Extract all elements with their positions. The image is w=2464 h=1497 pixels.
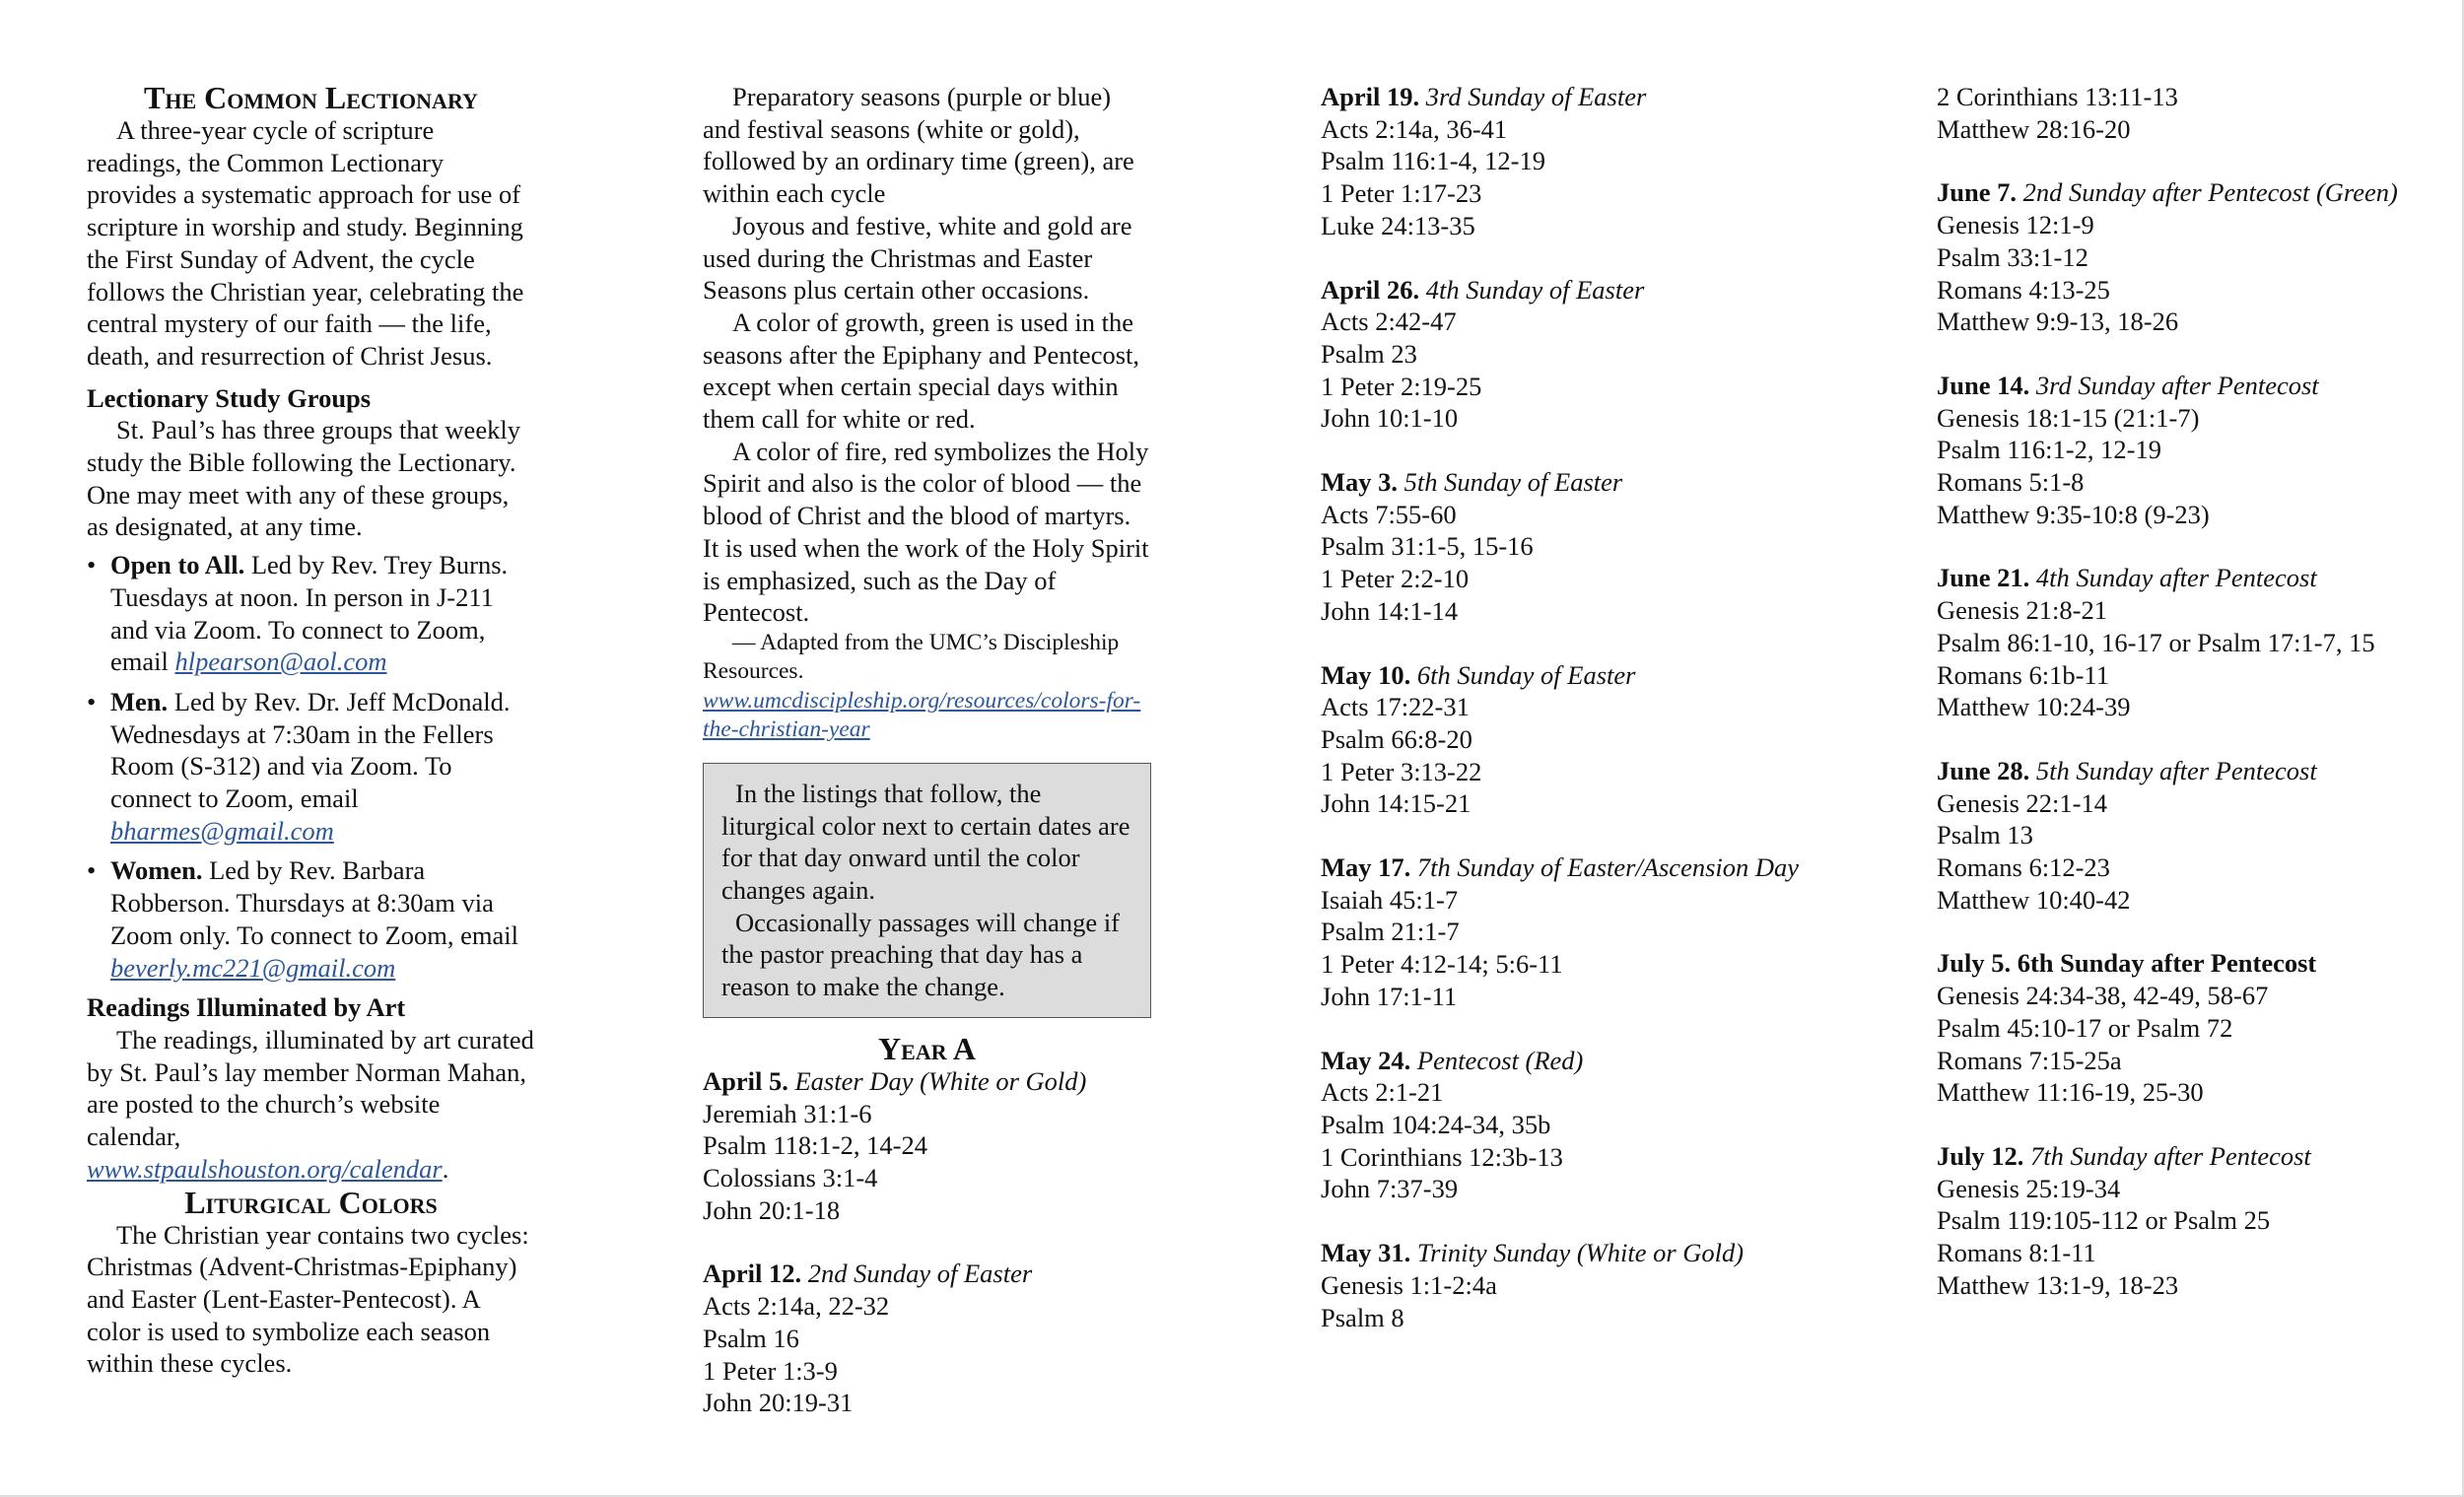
reading-entry xyxy=(1321,1045,1814,1206)
reading-passage: Romans 7:15-25a xyxy=(1937,1045,2122,1075)
reading-passage: Psalm 45:10-17 or Psalm 72 xyxy=(1937,1012,2233,1043)
colors-body: The Christian year contains two cycles: Christmas (Advent-Christmas-Epiphany) and Easter (Lent-Easter-Pentecost). A color is used to symbolize each season within these cycles. xyxy=(87,1219,529,1379)
reading-entry-header xyxy=(1321,274,1814,306)
reading-passage: Acts 17:22-31 xyxy=(1321,692,1470,722)
notice-para-1: In the listings that follow, the liturgical color next to certain dates are for that day onward until the color changes again. xyxy=(721,778,1130,906)
reading-entry-header xyxy=(1321,81,1814,113)
reading-occasion: 2nd Sunday of Easter xyxy=(807,1259,1033,1289)
reading-entry xyxy=(1321,274,1814,436)
reading-date: May 17. xyxy=(1321,852,1411,883)
reading-passage: Psalm 16 xyxy=(703,1323,799,1353)
group-name: Open to All. xyxy=(110,550,245,580)
reading-entry xyxy=(1937,176,2449,338)
reading-date: May 3. xyxy=(1321,467,1399,498)
reading-entry xyxy=(1937,81,2449,145)
reading-date: May 24. xyxy=(1321,1045,1411,1075)
reading-passage: 1 Peter 4:12-14; 5:6-11 xyxy=(1321,949,1563,980)
reading-occasion: 7th Sunday after Pentecost xyxy=(2029,1140,2311,1171)
reading-passage: Genesis 24:34-38, 42-49, 58-67 xyxy=(1937,981,2269,1011)
reading-passage: John 7:37-39 xyxy=(1321,1174,1459,1204)
reading-passage: Genesis 1:1-2:4a xyxy=(1321,1269,1497,1300)
reading-passage: Acts 7:55-60 xyxy=(1321,499,1457,529)
group-email-link[interactable]: hlpearson@aol.com xyxy=(174,646,387,677)
colors-para-3: A color of growth, green is used in the seasons after the Epiphany and Pentecost, except when certain special days within them call for white or red. xyxy=(703,306,1140,435)
reading-occasion: Trinity Sunday (White or Gold) xyxy=(1416,1238,1745,1268)
column-readings-2 xyxy=(1321,81,1814,1365)
colors-para-1: Preparatory seasons (purple or blue) and festival seasons (white or gold), followed by an ordinary time (green), are within each cycle xyxy=(703,82,1134,209)
reading-passage: Romans 5:1-8 xyxy=(1937,467,2085,498)
reading-passage: Matthew 10:40-42 xyxy=(1937,884,2131,915)
reading-entry-header xyxy=(1321,466,1814,499)
reading-occasion: 5th Sunday of Easter xyxy=(1403,467,1623,498)
bullet-icon: • xyxy=(87,550,97,580)
reading-passage: Psalm 31:1-5, 15-16 xyxy=(1321,531,1534,562)
reading-entry xyxy=(703,1065,1151,1227)
reading-passage: Psalm 116:1-2, 12-19 xyxy=(1937,435,2161,465)
reading-date: May 10. xyxy=(1321,659,1411,690)
colors-para-2: Joyous and festive, white and gold are used during the Christmas and Easter Seasons plus certain other occasions. xyxy=(703,210,1132,306)
reading-passage: John 14:1-14 xyxy=(1321,595,1459,626)
reading-passage: Psalm 116:1-4, 12-19 xyxy=(1321,146,1545,176)
reading-passage: 1 Corinthians 12:3b-13 xyxy=(1321,1141,1563,1172)
credit-text: — Adapted from the UMC’s Discipleship Resources. xyxy=(703,629,1120,685)
reading-entry xyxy=(1937,1140,2449,1302)
reading-entry-header xyxy=(1321,1237,1814,1269)
group-name: Men. xyxy=(110,686,169,716)
reading-date: April 5. xyxy=(703,1065,788,1096)
reading-date: June 14. xyxy=(1937,370,2030,400)
reading-occasion: Pentecost (Red) xyxy=(1416,1045,1584,1075)
reading-entry xyxy=(1321,81,1814,242)
reading-passage: Psalm 66:8-20 xyxy=(1321,723,1472,754)
reading-date: June 7. xyxy=(1937,177,2017,208)
reading-entry-header xyxy=(1937,755,2449,787)
reading-passage: Romans 6:1b-11 xyxy=(1937,659,2109,690)
reading-entry xyxy=(1321,1237,1814,1333)
reading-entry xyxy=(1321,851,1814,1013)
reading-passage: Psalm 33:1-12 xyxy=(1937,241,2088,272)
art-heading: Readings Illuminated by Art xyxy=(87,992,406,1023)
study-groups-list xyxy=(87,549,535,984)
reading-passage: John 14:15-21 xyxy=(1321,788,1472,819)
reading-passage: Matthew 9:9-13, 18-26 xyxy=(1937,306,2179,337)
group-details: Led by Rev. Barbara Robberson. Thursdays at 8:30am via Zoom only. To connect to Zoom, email xyxy=(110,855,518,950)
reading-passage: Colossians 3:1-4 xyxy=(703,1162,878,1192)
reading-passage: Matthew 11:16-19, 25-30 xyxy=(1937,1077,2204,1108)
colors-heading: Liturgical Colors xyxy=(184,1184,438,1220)
reading-occasion: 6th Sunday after Pentecost xyxy=(2017,948,2317,979)
art-body xyxy=(87,1024,535,1186)
group-email-link[interactable]: beverly.mc221@gmail.com xyxy=(110,952,396,983)
reading-entry xyxy=(1937,370,2449,531)
reading-passage: Psalm 23 xyxy=(1321,338,1417,369)
reading-entry xyxy=(1321,466,1814,628)
reading-passage: Acts 2:1-21 xyxy=(1321,1077,1444,1108)
readings-list xyxy=(703,1065,1151,1419)
reading-date: May 31. xyxy=(1321,1238,1411,1268)
reading-passage: Genesis 21:8-21 xyxy=(1937,595,2107,626)
reading-passage: Psalm 118:1-2, 14-24 xyxy=(703,1130,927,1161)
bullet-icon: • xyxy=(87,855,97,886)
reading-passage: Matthew 13:1-9, 18-23 xyxy=(1937,1269,2179,1300)
discipleship-link[interactable]: www.umcdiscipleship.org/resources/colors-for-the-christian-year xyxy=(703,687,1141,743)
reading-passage: Matthew 9:35-10:8 (9-23) xyxy=(1937,499,2210,529)
group-name: Women. xyxy=(110,855,203,886)
reading-entry xyxy=(703,1258,1151,1419)
reading-occasion: 3rd Sunday of Easter xyxy=(1425,82,1647,111)
reading-passage: Acts 2:14a, 36-41 xyxy=(1321,113,1508,144)
readings-list xyxy=(1321,81,1814,1333)
reading-passage: 1 Peter 1:17-23 xyxy=(1321,178,1482,209)
reading-passage: 1 Peter 2:2-10 xyxy=(1321,564,1470,594)
column-intro xyxy=(87,81,535,1380)
reading-entry-header xyxy=(1321,1045,1814,1077)
group-email-link[interactable]: bharmes@gmail.com xyxy=(110,815,334,846)
reading-entry-header xyxy=(1937,176,2449,209)
group-item xyxy=(87,686,535,848)
group-details: Led by Rev. Trey Burns. Tuesdays at noon. In person in J-211 and via Zoom. To connect to Zoom, email xyxy=(110,550,509,677)
reading-passage: Acts 2:42-47 xyxy=(1321,306,1457,337)
reading-passage: Genesis 18:1-15 (21:1-7) xyxy=(1937,402,2200,433)
reading-date: April 12. xyxy=(703,1259,802,1289)
credit-line xyxy=(703,629,1151,745)
reading-passage: Luke 24:13-35 xyxy=(1321,210,1475,240)
group-item xyxy=(87,854,535,984)
reading-passage: John 17:1-11 xyxy=(1321,981,1458,1011)
bullet-icon: • xyxy=(87,686,97,716)
art-text: The readings, illuminated by art curated by St. Paul’s lay member Norman Mahan, are posted to the church’s website calendar, xyxy=(87,1024,534,1152)
reading-occasion: 3rd Sunday after Pentecost xyxy=(2035,370,2319,400)
reading-entry xyxy=(1937,947,2449,1109)
reading-occasion: 7th Sunday of Easter/Ascension Day xyxy=(1416,852,1800,883)
reading-entry-header xyxy=(1321,851,1814,884)
reading-passage: Genesis 12:1-9 xyxy=(1937,210,2094,240)
reading-passage: John 20:19-31 xyxy=(703,1388,854,1418)
column-readings-3 xyxy=(1937,81,2449,1333)
reading-passage: Psalm 8 xyxy=(1321,1302,1404,1332)
reading-passage: Matthew 28:16-20 xyxy=(1937,113,2131,144)
reading-occasion: 2nd Sunday after Pentecost (Green) xyxy=(2022,177,2398,208)
reading-passage: Romans 6:12-23 xyxy=(1937,852,2110,883)
reading-entry-header xyxy=(703,1065,1151,1098)
reading-passage: 2 Corinthians 13:11-13 xyxy=(1937,82,2178,111)
reading-entry xyxy=(1321,659,1814,821)
reading-passage: Acts 2:14a, 22-32 xyxy=(703,1291,890,1322)
reading-entry-header xyxy=(703,1258,1151,1290)
reading-date: April 19. xyxy=(1321,82,1420,111)
reading-date: July 5. xyxy=(1937,948,2012,979)
reading-occasion: 6th Sunday of Easter xyxy=(1416,659,1636,690)
group-details: Led by Rev. Dr. Jeff McDonald. Wednesdays at 7:30am in the Fellers Room (S-312) and via Zoom. To connect to Zoom, email xyxy=(110,686,511,814)
reading-entry-header xyxy=(1937,947,2449,980)
reading-date: June 28. xyxy=(1937,755,2030,785)
notice-para-2: Occasionally passages will change if the pastor preaching that day has a reason to make the change. xyxy=(721,907,1121,1002)
group-item xyxy=(87,549,535,678)
lectionary-heading: The Common Lectionary xyxy=(144,80,478,115)
reading-entry-header xyxy=(1937,1140,2449,1173)
art-end: . xyxy=(442,1153,449,1184)
colors-para-4: A color of fire, red symbolizes the Holy Spirit and also is the color of blood — the blood of Christ and the blood of martyrs. It is used when the work of the Holy Spirit is emphasized, such as the Day of Pentecost. xyxy=(703,436,1149,628)
reading-passage: Psalm 119:105-112 or Psalm 25 xyxy=(1937,1205,2271,1236)
reading-occasion: 5th Sunday after Pentecost xyxy=(2035,755,2317,785)
reading-passage: John 10:1-10 xyxy=(1321,403,1459,434)
lectionary-body: A three-year cycle of scripture readings, the Common Lectionary provides a systematic approach for use of scripture in worship and study. Beginning the First Sunday of Advent, the cycle follows the Christian year, celebrating the central mystery of our faith — the life, death, and resurrection of Christ Jesus. xyxy=(87,115,524,371)
calendar-link[interactable]: www.stpaulshouston.org/calendar xyxy=(87,1153,443,1184)
reading-passage: 1 Peter 2:19-25 xyxy=(1321,371,1482,401)
reading-entry-header xyxy=(1937,370,2449,402)
reading-passage: Romans 8:1-11 xyxy=(1937,1238,2096,1268)
reading-passage: Psalm 21:1-7 xyxy=(1321,917,1460,947)
reading-occasion: 4th Sunday after Pentecost xyxy=(2035,563,2317,593)
reading-passage: Jeremiah 31:1-6 xyxy=(703,1098,872,1128)
reading-date: June 21. xyxy=(1937,563,2030,593)
study-groups-body: St. Paul’s has three groups that weekly study the Bible following the Lectionary. One may meet with any of these groups, as designated, at any time. xyxy=(87,415,520,542)
study-groups-heading: Lectionary Study Groups xyxy=(87,382,372,413)
reading-passage: John 20:1-18 xyxy=(703,1194,841,1225)
reading-occasion: 4th Sunday of Easter xyxy=(1425,274,1645,305)
reading-passage: Psalm 13 xyxy=(1937,820,2033,851)
reading-passage: Matthew 10:24-39 xyxy=(1937,692,2131,722)
reading-occasion: Easter Day (White or Gold) xyxy=(794,1065,1087,1096)
reading-entry-header xyxy=(1937,562,2449,594)
reading-passage: Psalm 86:1-10, 16-17 or Psalm 17:1-7, 15 xyxy=(1937,627,2375,657)
reading-passage: 1 Peter 3:13-22 xyxy=(1321,756,1482,786)
reading-passage: Romans 4:13-25 xyxy=(1937,274,2110,305)
reading-passage: Genesis 22:1-14 xyxy=(1937,787,2107,818)
reading-entry xyxy=(1937,562,2449,723)
notice-box xyxy=(703,763,1151,1018)
reading-entry-header xyxy=(1321,659,1814,692)
reading-entry xyxy=(1937,755,2449,917)
readings-list xyxy=(1937,81,2449,1302)
reading-passage: Isaiah 45:1-7 xyxy=(1321,884,1459,915)
reading-date: July 12. xyxy=(1937,1140,2024,1171)
reading-date: April 26. xyxy=(1321,274,1420,305)
reading-passage: Genesis 25:19-34 xyxy=(1937,1173,2121,1203)
column-colors xyxy=(703,81,1151,1451)
reading-passage: 1 Peter 1:3-9 xyxy=(703,1355,838,1386)
reading-passage: Psalm 104:24-34, 35b xyxy=(1321,1109,1551,1139)
year-heading: Year A xyxy=(878,1030,976,1066)
